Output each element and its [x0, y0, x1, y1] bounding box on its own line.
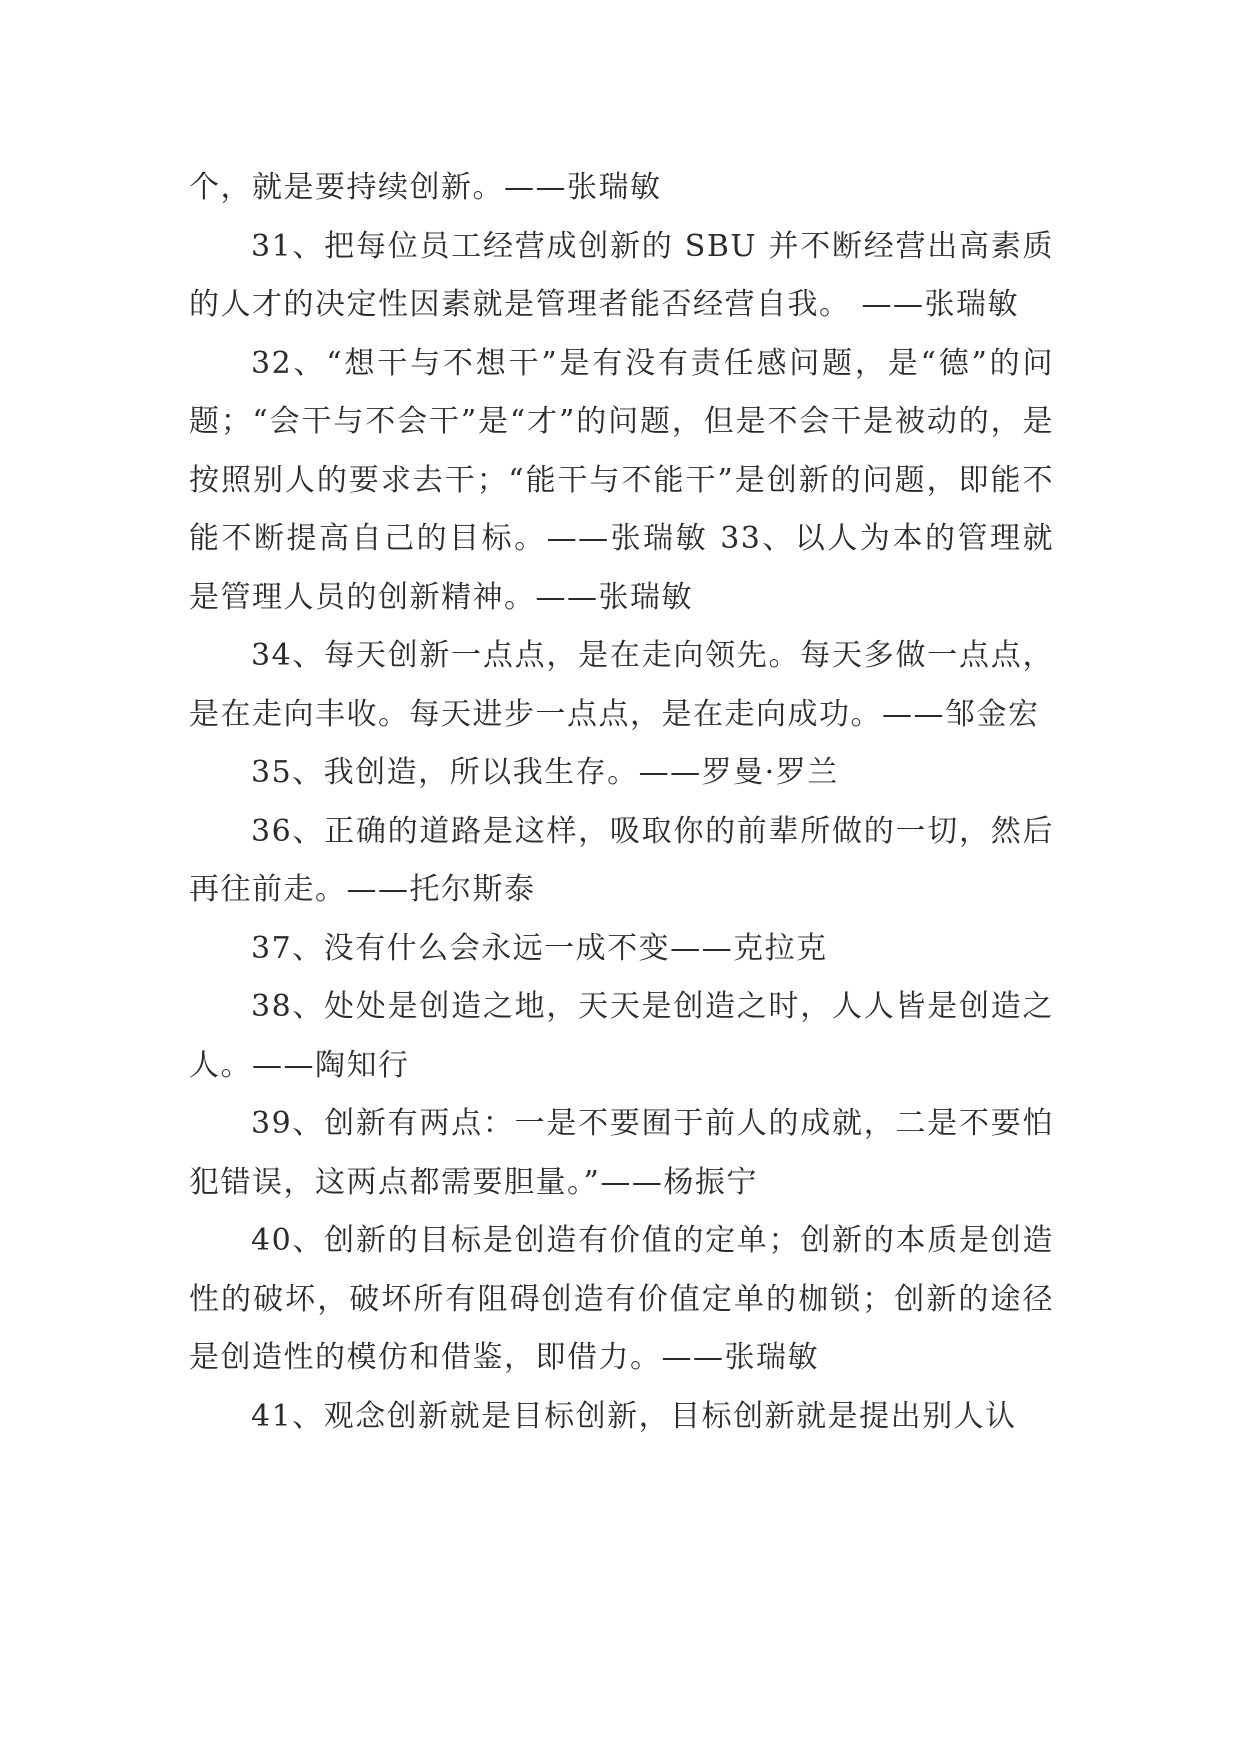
quote-34: 34、每天创新一点点，是在走向领先。每天多做一点点，是在走向丰收。每天进步一点点，是在走向成功。——邹金宏 [189, 638, 1054, 732]
quote-41: 41、观念创新就是目标创新，目标创新就是提出别人认 [251, 1398, 1017, 1434]
quote-38: 38、处处是创造之地，天天是创造之时，人人皆是创造之人。——陶知行 [189, 989, 1054, 1083]
quote-37: 37、没有什么会永远一成不变——克拉克 [251, 930, 828, 966]
quote-36: 36、正确的道路是这样，吸取你的前辈所做的一切，然后再往前走。——托尔斯泰 [189, 813, 1054, 907]
paragraph-continuation: 个，就是要持续创新。——张瑞敏 [189, 170, 662, 205]
document-body [189, 159, 1054, 1446]
quote-31: 31、把每位员工经营成创新的 SBU 并不断经营出高素质的人才的决定性因素就是管理者能否经营自我。 ——张瑞敏 [189, 228, 1054, 322]
quote-40: 40、创新的目标是创造有价值的定单；创新的本质是创造性的破坏，破坏所有阻碍创造有价值定单的枷锁；创新的途径是创造性的模仿和借鉴，即借力。——张瑞敏 [189, 1223, 1054, 1375]
quote-32-33: 32、“想干与不想干”是有没有责任感问题，是“德”的问题；“会干与不会干”是“才”的问题，但是不会干是被动的，是按照别人的要求去干；“能干与不能干”是创新的问题，即能不能不断提高自己的目标。——张瑞敏 33、以人为本的管理就是管理人员的创新精神。——张瑞敏 [189, 345, 1054, 615]
quote-39: 39、创新有两点：一是不要囿于前人的成就，二是不要怕犯错误，这两点都需要胆量。”——杨振宁 [189, 1106, 1054, 1200]
quote-35: 35、我创造，所以我生存。——罗曼·罗兰 [251, 755, 839, 790]
